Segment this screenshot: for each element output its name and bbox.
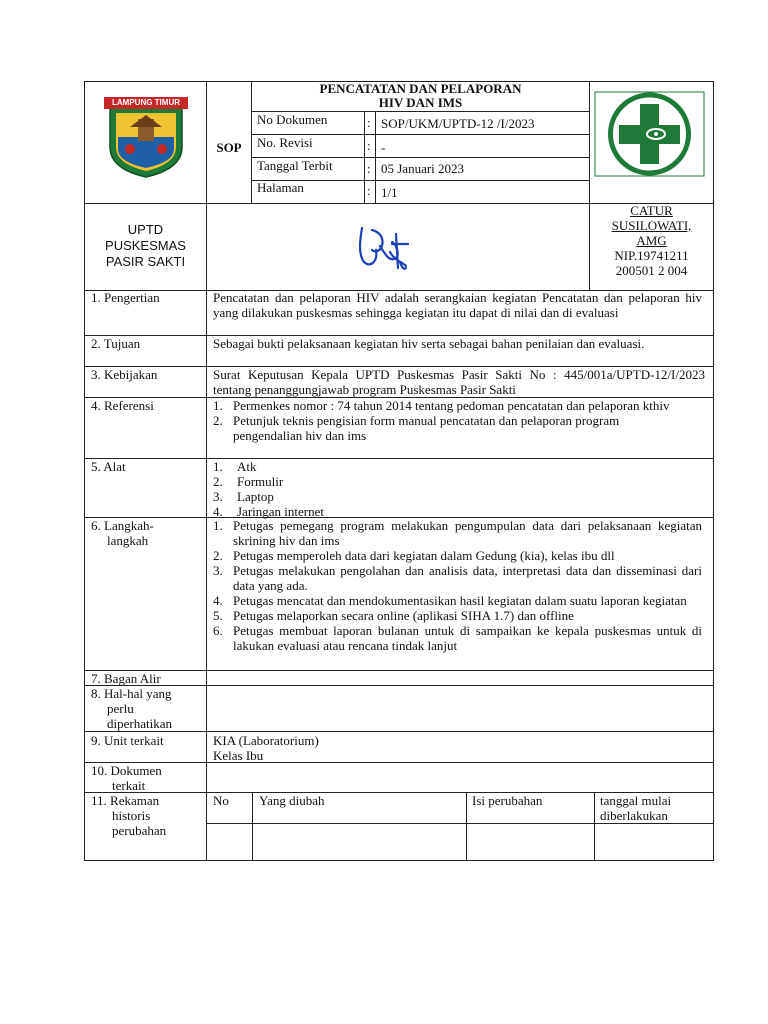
signer-name-line: AMG [636, 233, 667, 248]
divider [206, 81, 207, 861]
meta-sep: : [367, 161, 371, 176]
signer-nip: NIP.19741211 [614, 248, 689, 263]
org-line: UPTD [127, 222, 164, 237]
section-label-line: langkah [107, 533, 149, 548]
alat-list [213, 459, 683, 519]
meta-value-tanggal-terbit: 05 Januari 2023 [381, 161, 465, 176]
divider [84, 685, 714, 686]
meta-sep: : [367, 183, 371, 198]
section-label-bagan-alir: 7. Bagan Alir [91, 671, 161, 686]
puskesmas-logo [594, 91, 705, 177]
section-label-dokumen-terkait [91, 763, 162, 793]
signer-block [590, 203, 713, 278]
table-border-right [713, 81, 714, 861]
section-label-rekaman [91, 793, 166, 838]
section-label-line: 6. Langkah- [91, 518, 154, 533]
section-label-pengertian: 1. Pengertian [91, 290, 160, 305]
meta-label-no-revisi: No. Revisi [257, 135, 313, 150]
puskesmas-cross-icon [594, 91, 705, 177]
list-item: 3. Laptop [213, 489, 274, 504]
list-item: 2. Petugas memperoleh data dari kegiatan dalam Gedung (kia), kelas ibu dll [213, 548, 615, 563]
rekaman-col-header: No [213, 793, 229, 808]
list-item: 2. Petunjuk teknis pengisian form manual pencatatan dan pelaporan program pengendalian hiv dan ims [213, 413, 620, 443]
signer-name-line: SUSILOWATI, [611, 218, 692, 233]
list-item: 6. Petugas membuat laporan bulanan untuk di sampaikan ke kepala puskesmas untuk di lakukan evaluasi atau rencana tindak lanjut [213, 623, 702, 653]
signature [350, 222, 412, 274]
section-text-tujuan: Sebagai bukti pelaksanaan kegiatan hiv serta sebagai bahan penilaian dan evaluasi. [213, 336, 645, 351]
section-text-unit-terkait [213, 733, 319, 763]
list-item: 1. Atk [213, 459, 257, 474]
divider [466, 792, 467, 860]
section-label-alat: 5. Alat [91, 459, 126, 474]
list-item: 4. Petugas mencatat dan mendokumentasikan hasil kegiatan dalam suatu laporan kegiatan [213, 593, 687, 608]
section-label-line: 11. Rekaman [91, 793, 160, 808]
section-label-unit-terkait: 9. Unit terkait [91, 733, 164, 748]
referensi-list [213, 398, 683, 443]
section-label-line: historis [112, 808, 151, 823]
section-label-langkah [91, 518, 154, 548]
regency-logo [104, 97, 188, 179]
unit-line: KIA (Laboratorium) [213, 733, 319, 748]
signature-icon [350, 222, 412, 274]
rekaman-col-header: Yang diubah [259, 793, 325, 808]
section-text-kebijakan: Surat Keputusan Kepala UPTD Puskesmas Pasir Sakti No : 445/001a/UPTD-12/I/2023 tentang penanggungjawab program Puskesmas Pasir Sakti [213, 367, 705, 397]
section-label-line: perubahan [112, 823, 167, 838]
org-name [85, 222, 206, 270]
section-label-line: 8. Hal-hal yang [91, 686, 172, 701]
list-item: 5. Petugas melaporkan secara online (aplikasi SIHA 1.7) dan offline [213, 608, 574, 623]
regency-crest-icon [104, 97, 188, 179]
meta-sep: : [367, 138, 371, 153]
table-border-bottom [84, 860, 714, 861]
meta-value-halaman: 1/1 [381, 185, 398, 200]
divider [594, 792, 595, 860]
table-border-left [84, 81, 85, 861]
meta-label-no-dokumen: No Dokumen [257, 112, 328, 127]
org-line: PASIR SAKTI [105, 254, 186, 269]
meta-sep: : [367, 115, 371, 130]
sop-label: SOP [216, 140, 242, 155]
list-item: 3. Petugas melakukan pengolahan dan analisis data, interpretasi data dan disseminasi dari data yang ada. [213, 563, 702, 593]
signer-nip: 200501 2 004 [615, 263, 688, 278]
divider [84, 670, 714, 671]
meta-label-tanggal-terbit: Tanggal Terbit [257, 158, 333, 173]
section-text-pengertian: Pencatatan dan pelaporan HIV adalah serangkaian kegiatan Pencatatan dan pelaporan hiv yang dilakukan puskesmas sehingga kegiatan itu dapat di nilai dan di evaluasi [213, 290, 702, 320]
meta-value-no-dokumen: SOP/UKM/UPTD-12 /I/2023 [381, 116, 535, 131]
meta-value-no-revisi: - [381, 140, 386, 155]
section-label-kebijakan: 3. Kebijakan [91, 367, 158, 382]
section-label-referensi: 4. Referensi [91, 398, 154, 413]
list-item: 2. Formulir [213, 474, 284, 489]
signer-name-line: CATUR [630, 203, 673, 218]
section-label-tujuan: 2. Tujuan [91, 336, 141, 351]
org-line: PUSKESMAS [105, 238, 186, 253]
divider [206, 823, 714, 824]
unit-line: Kelas Ibu [213, 748, 264, 763]
signer-name [590, 203, 713, 248]
list-item: 1. Petugas pemegang program melakukan pengumpulan data dari pelaksanaan kegiatan skrining hiv dan ims [213, 518, 702, 548]
langkah-list [213, 518, 702, 653]
divider [252, 792, 253, 860]
section-label-line: diperhatikan [107, 716, 172, 731]
rekaman-col-header: Isi perubahan [472, 793, 543, 808]
list-item: 1. Permenkes nomor : 74 tahun 2014 tentang pedoman pencatatan dan pelaporan kthiv [213, 398, 670, 413]
divider [84, 762, 714, 763]
list-item: 4. Jaringan internet [213, 504, 324, 519]
section-label-line: 10. Dokumen [91, 763, 162, 778]
divider [84, 731, 714, 732]
document-title-line1: PENCATATAN DAN PELAPORAN [319, 81, 522, 96]
section-label-line: terkait [112, 778, 146, 793]
logo-banner-text: LAMPUNG TIMUR [112, 98, 180, 107]
rekaman-col-header: tanggal mulai diberlakukan [600, 793, 672, 823]
section-label-line: perlu [107, 701, 134, 716]
section-label-hal-hal [91, 686, 172, 731]
document-title-line2: HIV DAN IMS [378, 95, 463, 110]
meta-label-halaman: Halaman [257, 180, 304, 195]
